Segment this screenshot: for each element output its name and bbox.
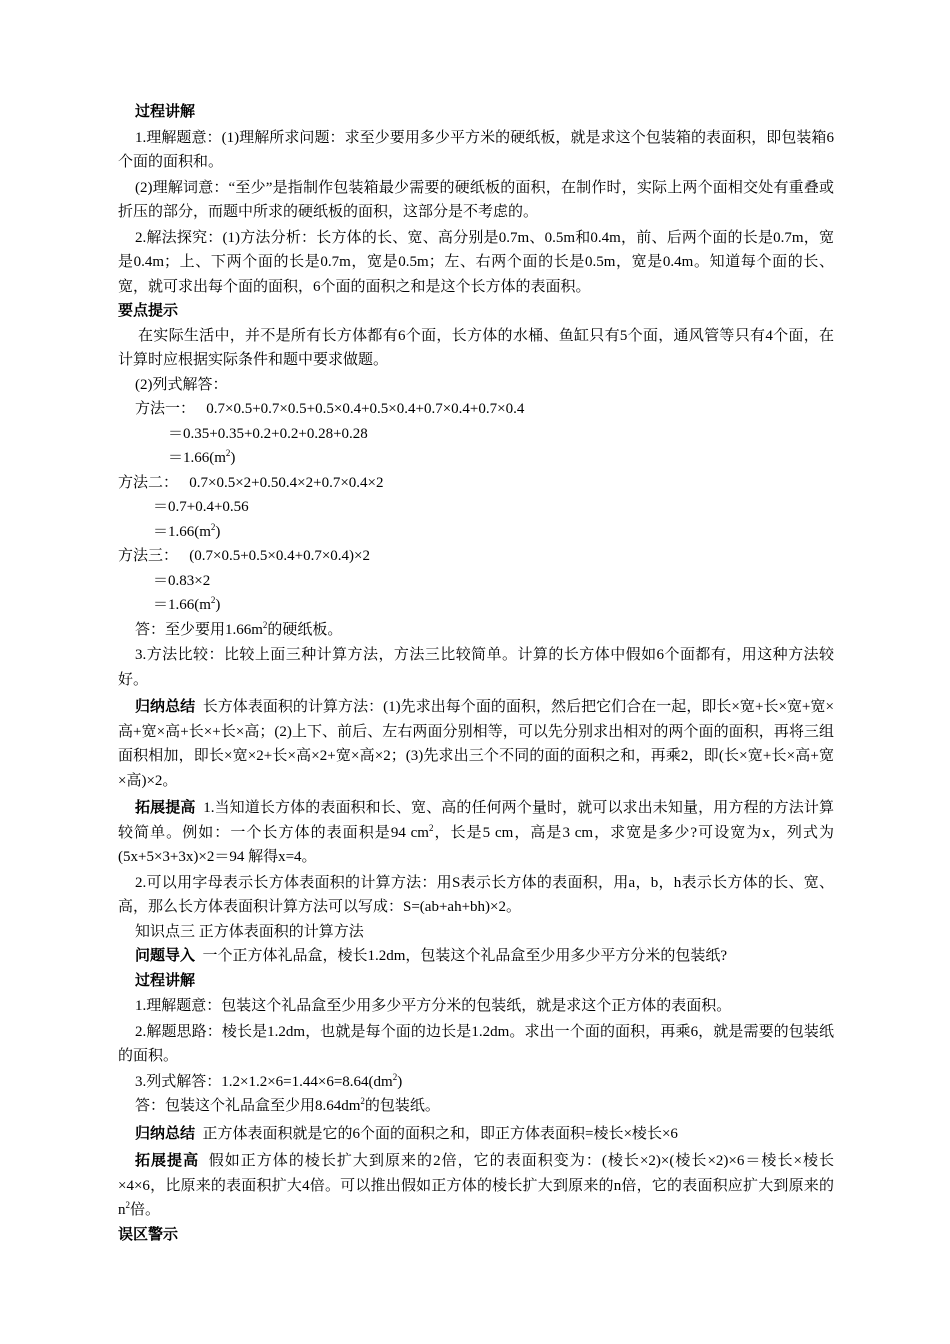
answer-1: 答：至少要用$1.66m^2$的硬纸板。 [135,619,343,638]
method-2-line-3: $=1.66(m^2)$ [153,521,221,540]
extension-label: 拓展提高 [135,800,196,816]
document-body [118,100,834,1247]
paragraph-tips: 在实际生活中，并不是所有长方体都有6个面，长方体的水桶、鱼缸只有5个面，通风管等只有4个面，在计算时应根据实际条件和题中要求做题。 [118,327,834,368]
paragraph-summary-1: 归纳总结 长方体表面积的计算方法：(1)先求出每个面的面积，然后把它们合在一起，即长×宽+长×宽+宽×高+宽×高+长×+长×高；(2)上下、前后、左右两面分别相等，可以先分别求出相对的两个面的面积，再将三组面积相加，即长×宽×2+长×高×2+宽×高×2；(3)先求出三个不同的面的面积之和，再乘2，即(长×宽+长×高+宽×高)×2。 [118,699,834,789]
paragraph-understand-question: 1.理解题意：(1)理解所求问题：求至少要用多少平方米的硬纸板，就是求这个包装箱的表面积，即包装箱6个面的面积和。 [118,129,834,170]
question-intro-label: 问题导入 [135,948,196,964]
method-3-line-3: $=1.66(m^2)$ [153,595,221,613]
summary-label: 归纳总结 [135,699,196,715]
paragraph-cube-approach: 2.解题思路：棱长是1.2dm，也就是每个面的边长是1.2dm。求出一个面的面积，再乘6，就是需要的包装纸的面积。 [118,1023,834,1064]
method-2-expression: 0.7×0.5×2+0.50.4×2+0.7×0.4×2 [189,474,384,491]
method-2-line-1 [118,471,834,496]
paragraph-method-analysis: 2.解法探究：(1)方法分析：长方体的长、宽、高分别是0.7m、0.5m和0.4m，前、后两个面的长是0.7m，宽是0.4m；上、下两个面的长是0.7m，宽是0.5m；左、右两个面的长是0.5m，宽是0.4m。知道每个面的长、宽，就可求出每个面的面积，6个面的面积之和是这个长方体的表面积。 [118,229,834,295]
answer-2: 答：包装这个礼品盒至少用$8.64dm^2$的包装纸。 [135,1096,440,1114]
method-1-line-3: $=1.66(m^2)$ [168,448,236,466]
method-3-label: 方法三： [118,548,179,564]
method-1-line-2: ＝0.35+0.35+0.2+0.2+0.28+0.28 [168,425,368,442]
section-heading-warning: 误区警示 [118,1226,179,1243]
knowledge-point-3: 知识点三 正方体表面积的计算方法 [135,923,364,940]
method-3-line-1 [118,544,834,569]
section-heading-tips: 要点提示 [118,303,179,319]
method-3-expression: (0.7×0.5+0.5×0.4+0.7×0.4)×2 [189,548,371,564]
method-1-line-1 [118,397,834,422]
summary-label-2: 归纳总结 [135,1125,196,1142]
paragraph-understand-words: (2)理解词意：“至少”是指制作包装箱最少需要的硬纸板的面积，在制作时，实际上两个面相交处有重叠或折压的部分，而题中所求的硬纸板的面积，这部分是不考虑的。 [118,179,834,220]
calc-title: (2)列式解答： [135,376,228,393]
paragraph-cube-understand: 1.理解题意：包装这个礼品盒至少用多少平方分米的包装纸，就是求这个正方体的表面积。 [135,998,732,1014]
method-2-label: 方法二： [118,474,179,491]
paragraph-cube-calc: 3.列式解答：$1.2\times 1.2\times 6=1.44\times 6=8.64(dm^2)$ [135,1071,403,1090]
extension-label-2: 拓展提高 [135,1153,200,1169]
paragraph-method-compare: 3.方法比较：比较上面三种计算方法，方法三比较简单。计算的长方体中假如6个面都有，用这种方法较好。 [118,647,834,688]
section-heading-process-2: 过程讲解 [135,972,196,989]
paragraph-extension-2: 拓展提高 假如正方体的棱长扩大到原来的2倍，它的表面积变为：(棱长×2)×(棱长×2)×6＝棱长×棱长×4×6，比原来的表面积扩大4倍。可以推出假如正方体的棱长扩大到原来的n倍，它的表面积应扩大到原来的$n^2$倍。 [118,1153,834,1218]
paragraph-extension-1: 拓展提高 1.当知道长方体的表面积和长、宽、高的任何两个量时，就可以求出未知量，用方程的方法计算较简单。例如：一个长方体的表面积是94 $cm^2$，长是5 cm，高是3 cm，求宽是多少?可设宽为x，列式为(5x+5×3+3x)×2＝94 解得x=4。 [118,800,835,865]
method-1-expression: 0.7×0.5+0.7×0.5+0.5×0.4+0.5×0.4+0.7×0.4+0.7×0.4 [206,401,525,417]
paragraph-extension-formula: 2.可以用字母表示长方体表面积的计算方法：用S表示长方体的表面积，用a，b，h表示长方体的长、宽、高，那么长方体表面积计算方法可以写成：S=(ab+ah+bh)×2。 [118,874,834,915]
question-intro: 问题导入 一个正方体礼品盒，棱长1.2dm，包装这个礼品盒至少用多少平方分米的包装纸? [135,948,728,964]
method-2-line-2: ＝0.7+0.4+0.56 [153,499,249,515]
method-3-line-2: ＝0.83×2 [153,572,211,589]
paragraph-summary-2: 归纳总结 正方体表面积就是它的6个面的面积之和，即正方体表面积=棱长×棱长×6 [135,1125,678,1142]
section-heading-process: 过程讲解 [135,104,196,120]
method-1-label: 方法一： [135,401,196,417]
